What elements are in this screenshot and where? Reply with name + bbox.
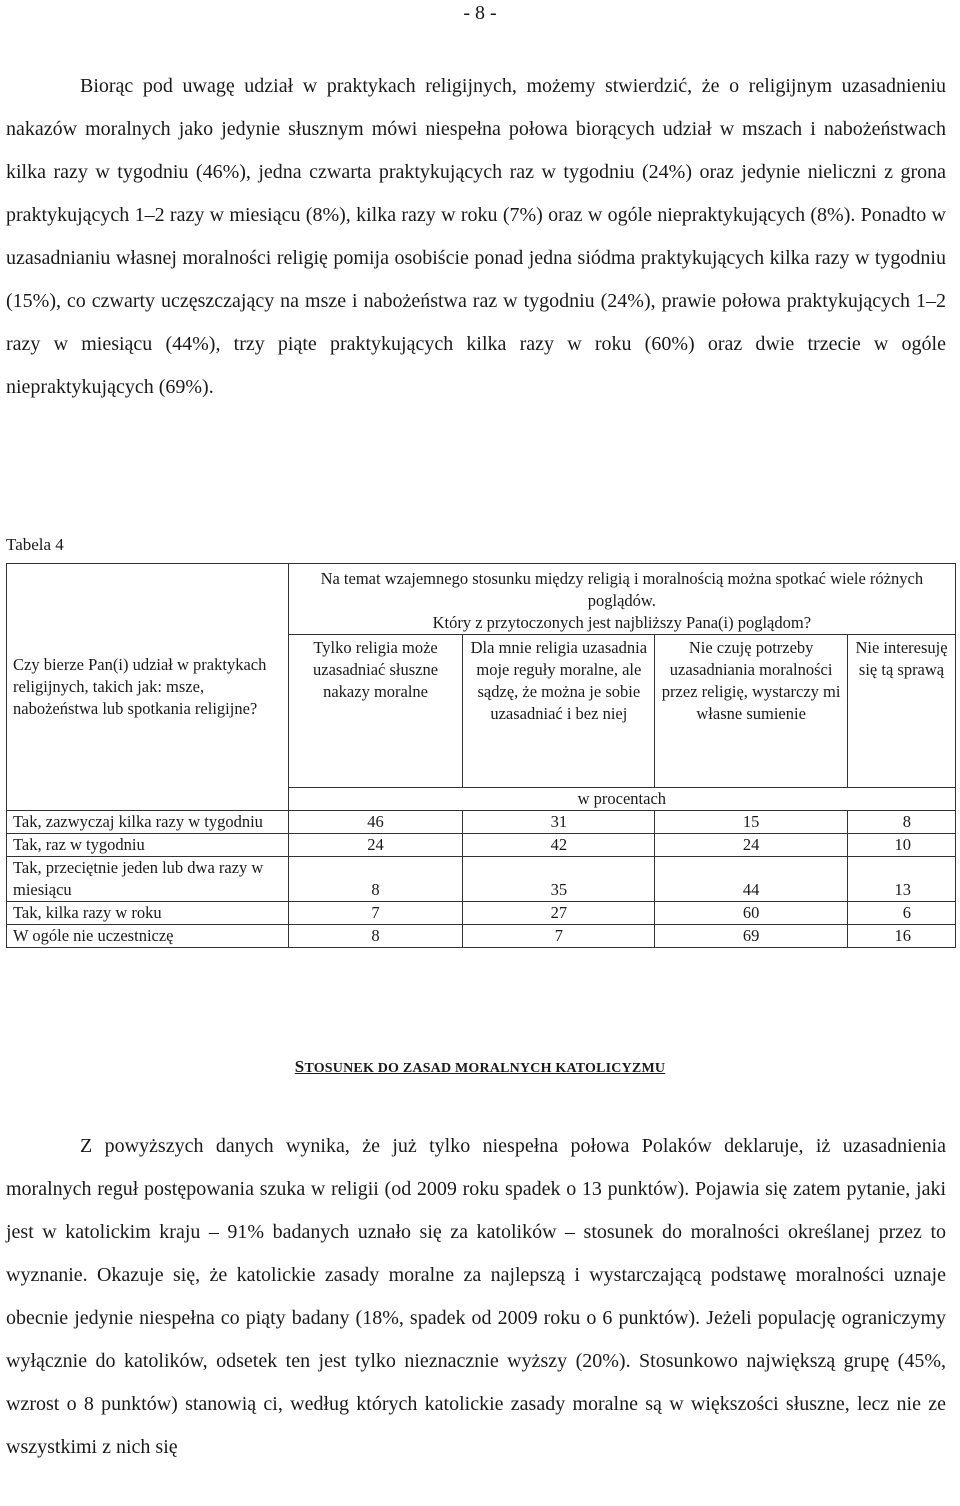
option-header: Dla mnie religia uzasadnia moje reguły moralne, ale sądzę, że można je sobie uzasadniać i bez niej [463, 635, 655, 788]
heading-rest: TOSUNEK DO ZASAD MORALNYCH KATOLICYZMU [304, 1061, 666, 1076]
value-cell: 69 [655, 925, 848, 948]
value-cell: 7 [288, 902, 463, 925]
option-header: Nie interesuję się tą sprawą [848, 635, 956, 788]
section-heading [0, 1057, 960, 1077]
body-paragraph: Z powyższych danych wynika, że już tylko niespełna połowa Polaków deklaruje, iż uzasadnienia moralnych reguł postępowania szuka w religii (od 2009 roku spadek o 13 punktów). Pojawia się zatem pytanie, jaki jest w katolickim kraju – 91% badanych uznało się za katolików – stosunek do moralności określanej przez to wyznanie. Okazuje się, że katolickie zasady moralne za najlepszą i wystarczającą podstawę moralności uznaje obecnie jedynie niespełna co piąty badany (18%, spadek od 2009 roku o 6 punktów). Jeżeli populację ograniczymy wyłącznie do katolików, odsetek ten jest tylko nieznacznie wyższy (20%). Stosunkowo największą grupę (45%, wzrost o 8 punktów) stanowią ci, według których katolickie zasady moralne są w większości słuszne, lecz nie ze wszystkimi z nich się [6, 1135, 946, 1458]
table-header-row [7, 564, 956, 635]
option-header: Tylko religia może uzasadniać słuszne nakazy moralne [288, 635, 463, 788]
value-cell: 31 [463, 811, 655, 834]
page-number: - 8 - [463, 2, 497, 24]
survey-table [6, 563, 956, 948]
value-cell: 24 [288, 834, 463, 857]
column-question: Który z przytoczonych jest najbliższy Pana(i) poglądom? [432, 613, 812, 632]
row-label: W ogóle nie uczestniczę [7, 925, 289, 948]
row-label: Tak, zazwyczaj kilka razy w tygodniu [7, 811, 289, 834]
value-cell: 44 [655, 857, 848, 902]
option-header: Nie czuję potrzeby uzasadniania moralności przez religię, wystarczy mi własne sumienie [655, 635, 848, 788]
table-caption: Tabela 4 [6, 535, 64, 554]
value-cell: 16 [848, 925, 956, 948]
heading-initial: S [294, 1057, 305, 1076]
row-label: Tak, przeciętnie jeden lub dwa razy w miesiącu [7, 857, 289, 902]
value-cell: 27 [463, 902, 655, 925]
row-question-cell [7, 564, 289, 811]
value-cell: 10 [848, 834, 956, 857]
value-cell: 8 [288, 925, 463, 948]
table-row [7, 834, 956, 857]
value-cell: 8 [288, 857, 463, 902]
value-cell: 7 [463, 925, 655, 948]
value-cell: 60 [655, 902, 848, 925]
column-question-intro: Na temat wzajemnego stosunku między religią i moralnością można spotkać wiele różnych poglądów. [320, 569, 924, 610]
unit-label: w procentach [288, 788, 955, 811]
value-cell: 15 [655, 811, 848, 834]
value-cell: 8 [848, 811, 956, 834]
column-header-question [288, 564, 955, 635]
value-cell: 35 [463, 857, 655, 902]
row-question: Czy bierze Pan(i) udział w praktykach religijnych, takich jak: msze, nabożeństwa lub spotkania religijne? [13, 655, 267, 718]
value-cell: 13 [848, 857, 956, 902]
row-label: Tak, raz w tygodniu [7, 834, 289, 857]
value-cell: 24 [655, 834, 848, 857]
value-cell: 46 [288, 811, 463, 834]
intro-paragraph: Biorąc pod uwagę udział w praktykach religijnych, możemy stwierdzić, że o religijnym uzasadnieniu nakazów moralnych jako jedynie słusznym mówi niespełna połowa biorących udział w mszach i nabożeństwach kilka razy w tygodniu (46%), jedna czwarta praktykujących raz w tygodniu (24%) oraz jedynie nieliczni z grona praktykujących 1–2 razy w miesiącu (8%), kilka razy w roku (7%) oraz w ogóle niepraktykujących (8%). Ponadto w uzasadnianiu własnej moralności religię pomija osobiście ponad jedna siódma praktykujących kilka razy w tygodniu (15%), co czwarty uczęszczający na msze i nabożeństwa raz w tygodniu (24%), prawie połowa praktykujących 1–2 razy w miesiącu (44%), trzy piąte praktykujących kilka razy w roku (60%) oraz dwie trzecie w ogóle niepraktykujących (69%). [6, 75, 946, 398]
table-row [7, 811, 956, 834]
row-label: Tak, kilka razy w roku [7, 902, 289, 925]
value-cell: 42 [463, 834, 655, 857]
table-row [7, 925, 956, 948]
value-cell: 6 [848, 902, 956, 925]
table-row [7, 857, 956, 902]
table-row [7, 902, 956, 925]
